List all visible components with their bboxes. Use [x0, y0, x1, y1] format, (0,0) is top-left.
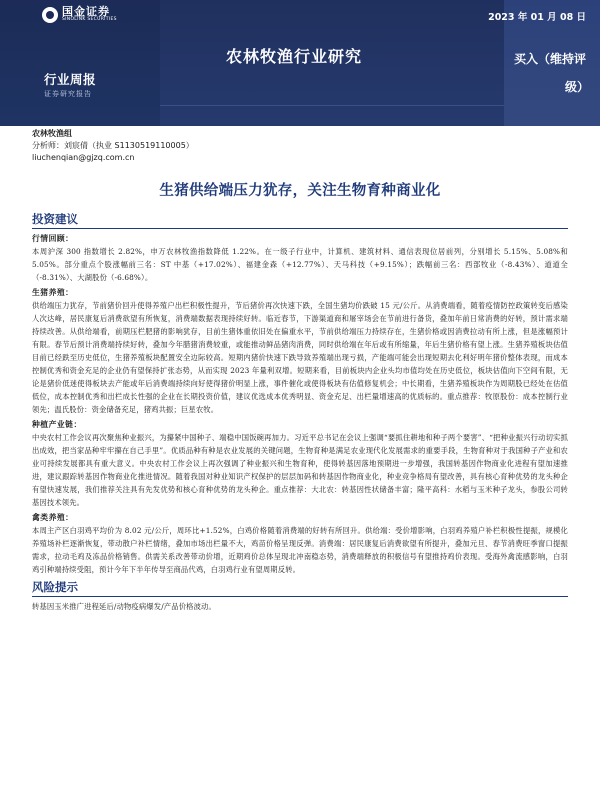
analyst-group: 农林牧渔组: [32, 129, 72, 138]
paragraph-seed: 中央农村工作会议再次聚焦种业振兴，为攥紧中国种子、端稳中国饭碗再加力。习近平总书记在会议上强调“要抓住耕地和种子两个要害”、“把种业振兴行动切实抓出成效，把当家品种牢牢攥在自己手里”。优质品种有种是农业发展的关键问题，生物育种是满足农业现代化发展需求的重要手段，生物育种对于我国种子产业和农业可持续发展都具有重大意义。中央农村工作会议上再次强调了种业振兴和生物育种，使得转基因落地预期进一步增强，我国转基因作物商业化进程有望加速推进，建议跟踪转基因作物商业化推进情况。随着我国对种业知识产权保护的层层加码和转基因作物商业化，种业竞争格局有望改善，具有核心育种优势的龙头种企有望快速发展，我们推荐关注具有先发优势和核心育种优势的龙头种企。重点推荐：大北农：转基因性状储备丰富；隆平高科：水稻与玉米种子龙头，参股公司转基因技术领先。: [32, 433, 568, 507]
paragraph-poultry: 本周主产区白羽鸡平均价为 8.02 元/公斤，周环比+1.52%，白鸡价格随着消费端的好转有所回升。供给端：受价增影响，白羽鸡养殖户补栏积极性提振，规模化养殖场补栏逐渐恢复，带动散户补栏情绪，叠加市场出栏量不大，鸡苗价格呈现反弹。消费端：居民康复后消费欲望有所提升，叠加元旦、春节消费旺季窗口提振需求，拉动毛鸡及冻品价格销售。供需关系改善带动价增，近期鸡价总体呈现北冲南稳态势，消费端释放的积极信号有望推持鸡价表现。受海外禽流感影响，白羽鸡引种端持续受阻，预计今年下半年传导至商品代鸡，白羽鸡行业有望周期反转。: [32, 526, 568, 574]
report-date: 2023 年 01 月 08 日: [488, 12, 586, 23]
report-body: [32, 212, 568, 613]
header-middle-panel: [160, 0, 504, 126]
section-heading-risk: 风险提示: [32, 580, 568, 597]
report-header: [0, 0, 600, 126]
paragraph-pig: 供给端压力犹存，节前猪价回升使得养殖户出栏积极性提升，节后猪价再次快速下跌，全国生猪均价跌破 15 元/公斤。从消费端看，随着疫情防控政策转变后感染人次达峰，居民康复后消费欲望有所恢复，消费端数据表现持续好转。临近春节，下游渠道商和屠宰场会在节前进行备货，叠加年前日常消费的好转，预计需求端持续改善。从供给端看，前期压栏肥猪的影响犹存，目前生猪体重依旧处在偏重水平，节前供给端压力持续存在，生猪价格或因消费拉动有所上涨，但是涨幅预计有限。春节后预计消费端持续好转，叠加今年腊猪消费较重，或能推动鲜品猪肉消费，同时供给端在年后或有所缩量，年后生猪价格有望上涨。生猪养殖板块估值目前已经跌至历史低位，生猪养殖板块配置安全边际较高。短期内猪价快速下跌导致养殖端出现亏损，产能端可能会出现短期去化利好明年猪价整体表现，而成本控制优秀和资金充足的企业仍有望保持扩张态势，从而实现 2023 年量利双增。短期来看，目前板块内企业头均市值均处在历史低位，板块估值向下空间有限，无论是猪价低迷使得板块去产能或年后消费端持续向好使得猪价明显上涨，事件催化或使得板块有估值修复机会；中长期看，生猪养殖板块作为周期股已经处在估值低位，成本控制优秀和出栏成长性强的企业在长期投资价值，建议优选成本优秀明显、资金充足、出栏量增速高的优质标的。重点推荐：牧原股份：成本控制行业领先；温氏股份：资金储备充足，猪鸡共振；巨星农牧。: [32, 301, 568, 414]
industry-title: 农林牧渔行业研究: [226, 47, 363, 66]
logo-en-text: SINOLINK SECURITIES: [62, 17, 117, 22]
sinolink-logo: [42, 6, 117, 23]
subheading-poultry: 禽类养殖：: [32, 513, 74, 522]
analyst-block: [32, 128, 194, 164]
rating-line-1: 买入（维持评: [514, 52, 587, 66]
subheading-market: 行情回顾：: [32, 234, 74, 243]
analyst-email[interactable]: liuchenqian@gjzq.com.cn: [32, 153, 135, 162]
analyst-name: 分析师：刘宸倩（执业 S1130519110005）: [32, 141, 194, 150]
subheading-pig: 生猪养殖：: [32, 288, 74, 297]
sinolink-logo-icon: [42, 7, 58, 23]
report-subtype: 证券研究报告: [44, 90, 92, 98]
report-title: 生猪供给端压力犹存，关注生物育种商业化: [159, 183, 441, 199]
subheading-seed: 种植产业链：: [32, 420, 82, 429]
header-divider: [160, 105, 504, 106]
rating-line-2: 级）: [565, 80, 590, 94]
paragraph-market: 本周沪深 300 指数增长 2.82%，申万农林牧渔指数降低 1.22%。在一级子行业中，计算机、建筑材料、通信表现位居前列，分别增长 5.15%、5.08%和 5.05%。部分重点个股涨幅前三名：ST 中基（+17.02%）、福建金森（+12.77%）、天马科技（+9.15%）；跌幅前三名：西部牧业（-8.43%）、道道全（-8.31%）、大湖股份（-6.68%）。: [32, 247, 568, 282]
section-heading-invest: 投资建议: [32, 212, 568, 229]
logo-cn-text: 国金证券: [62, 5, 110, 18]
report-type: 行业周报: [44, 72, 97, 87]
paragraph-risk: 转基因玉米推广进程延后/动物疫病爆发/产品价格波动。: [32, 602, 216, 611]
header-left-panel: [0, 0, 160, 126]
